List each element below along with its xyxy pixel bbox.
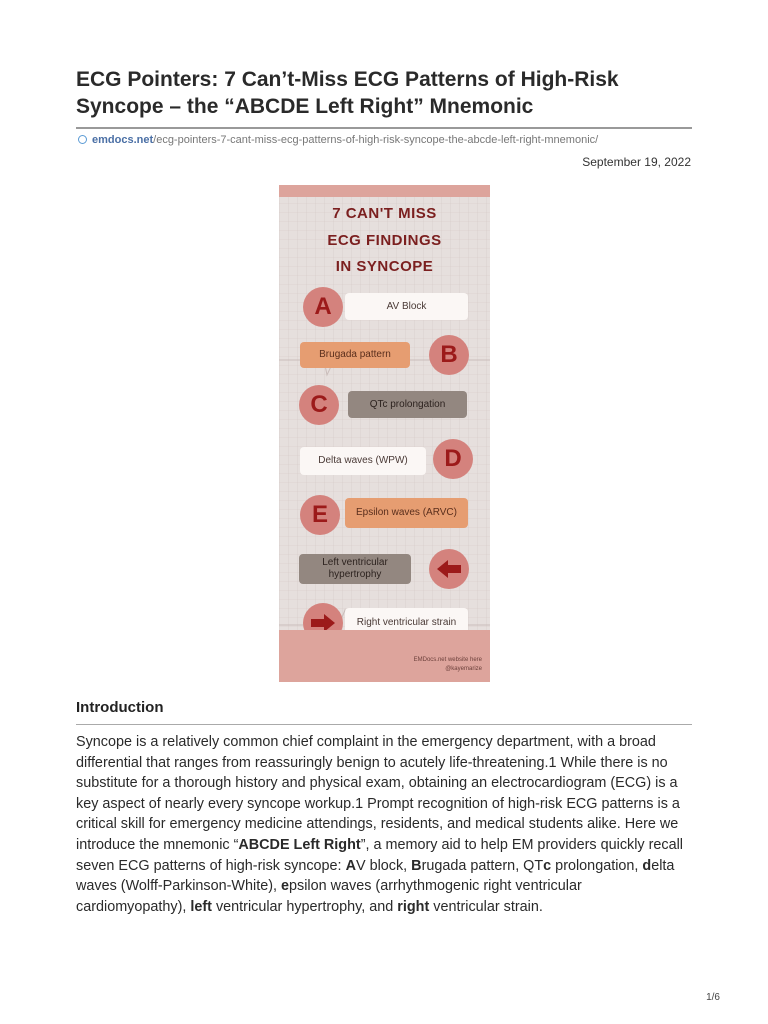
av-block-label: AV Block [345, 293, 468, 320]
lvh-label: Left ventricular hypertrophy [299, 554, 411, 584]
introduction-heading: Introduction [76, 699, 164, 716]
qtc-prolongation-label: QTc prolongation [348, 391, 467, 418]
link-icon [78, 135, 87, 144]
mnemonic-letter-e: e [281, 878, 290, 895]
letter-a-circle: A [303, 287, 343, 327]
pattern-av-block: V block, [355, 857, 412, 874]
infographic-top-band [279, 185, 490, 197]
mnemonic-word-right: right [397, 898, 430, 915]
pattern-rv-strain: ventricular strain. [429, 898, 543, 915]
letter-e-circle: E [300, 495, 340, 535]
section-divider [76, 724, 692, 725]
mnemonic-word-left: left [190, 898, 212, 915]
source-domain: emdocs.net [92, 134, 154, 146]
pattern-brugada: rugada pattern, QT [421, 857, 544, 874]
letter-b-circle: B [429, 335, 469, 375]
delta-waves-label: Delta waves (WPW) [300, 447, 426, 475]
infographic-title-line-3: IN SYNCOPE [335, 258, 434, 275]
left-arrow-circle [429, 549, 469, 589]
brugada-pattern-label: Brugada pattern [300, 342, 410, 368]
infographic-credit-line-1: EMDocs.net website here [413, 657, 482, 663]
source-path: /ecg-pointers-7-cant-miss-ecg-patterns-of-high-risk-syncope-the-abcde-left-right-mnemonic/ [153, 134, 599, 146]
mnemonic-letter-c: c [543, 857, 552, 874]
mnemonic-letter-b: B [411, 857, 422, 874]
pattern-epsilon: psilon waves (arrhythmogenic right ventricular cardiomyopathy), [76, 878, 582, 915]
introduction-paragraph [76, 732, 694, 917]
publish-date: September 19, 2022 [582, 155, 691, 169]
mnemonic-letter-d: d [642, 857, 652, 874]
letter-d-circle: D [433, 439, 473, 479]
rv-strain-label: Right ventricular strain [345, 608, 468, 638]
mnemonic-letter-a: A [345, 857, 356, 874]
epsilon-waves-label: Epsilon waves (ARVC) [345, 498, 468, 528]
page-number: 1/6 [706, 992, 720, 1003]
intro-text-2: ”, a memory aid to help EM providers quickly recall seven ECG patterns of high-risk syncope: [76, 836, 683, 874]
source-link[interactable] [78, 134, 598, 146]
infographic-title-line-1: 7 CAN'T MISS [332, 205, 437, 222]
title-divider [76, 127, 692, 129]
infographic [279, 185, 490, 682]
intro-text-1: Syncope is a relatively common chief complaint in the emergency department, with a broad differential that ranges from reassuringly benign to acutely life-threatening.1 While there is no substitute for a thorough history and physical exam, obtaining an electrocardiogram (ECG) is a key aspect of nearly every syncope workup.1 Prompt recognition of high-risk ECG patterns is a critical skill for emergency medicine attendings, residents, and medical students alike. Here we introduce the mnemonic “ [76, 734, 680, 853]
mnemonic-name: ABCDE Left Right [238, 836, 361, 853]
pattern-qtc: prolongation, [551, 857, 643, 874]
infographic-title-line-2: ECG FINDINGS [327, 232, 442, 249]
pattern-lvh: ventricular hypertrophy, and [211, 898, 398, 915]
pattern-delta: elta waves (Wolff-Parkinson-White), [76, 857, 675, 895]
left-arrow-icon [429, 549, 469, 589]
article-title: ECG Pointers: 7 Can’t-Miss ECG Patterns of High-Risk Syncope – the “ABCDE Left Right” Mnemonic [76, 68, 619, 118]
letter-c-circle: C [299, 385, 339, 425]
infographic-credit-line-2: @kayemarize [445, 666, 482, 672]
